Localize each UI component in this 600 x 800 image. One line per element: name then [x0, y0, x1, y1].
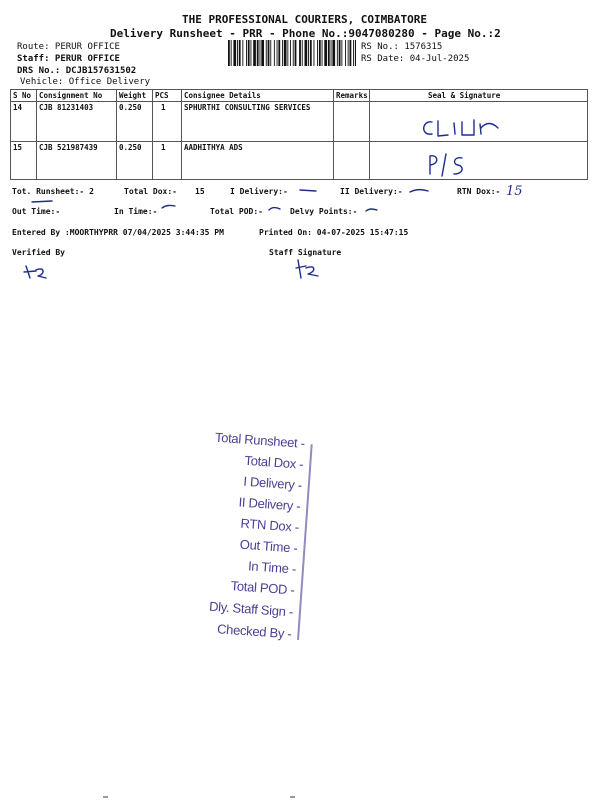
total-runsheet: Tot. Runsheet:- 2 [12, 187, 94, 196]
cell-pcs: 1 [153, 142, 182, 180]
handwritten-dash [267, 205, 283, 213]
col-weight: Weight [117, 90, 153, 102]
out-time-label: Out Time:- [12, 207, 61, 216]
stamp-line: In Time - [247, 558, 297, 577]
entered-by: Entered By :MOORTHYPRR 07/04/2025 3:44:35 PM [12, 228, 224, 237]
vehicle-label: Vehicle: Office Delivery [20, 77, 151, 87]
cell-remarks [334, 142, 370, 180]
ii-delivery-label: II Delivery:- [340, 187, 403, 196]
printed-on: Printed On: 04-07-2025 15:47:15 [259, 228, 409, 237]
drs-number: DRS No.: DCJB157631502 [17, 66, 137, 76]
verified-by-label: Verified By [12, 248, 65, 257]
rtn-dox-value: 15 [506, 184, 523, 199]
staff-signature-label: Staff Signature [269, 248, 342, 257]
stamp-line: II Delivery - [238, 494, 301, 514]
handwritten-signature-row14 [418, 114, 508, 142]
rtn-dox-label: RTN Dox:- [457, 187, 501, 196]
handwritten-initials-staff [292, 258, 326, 282]
delvy-points-label: Delvy Points:- [290, 207, 358, 216]
stamp-line: Total Runsheet - [214, 429, 306, 451]
stamp-border [297, 444, 313, 640]
barcode [228, 40, 356, 66]
handwritten-dash [160, 203, 178, 211]
cell-consignee: AADHITHYA ADS [182, 142, 334, 180]
staff-label: Staff: PERUR OFFICE [17, 54, 120, 64]
cell-sno: 14 [11, 102, 37, 142]
stamp-line: Dly. Staff Sign - [208, 598, 294, 620]
handwritten-dash [364, 206, 380, 214]
scan-speck [290, 796, 295, 798]
cell-consignment: CJB 521987439 [37, 142, 117, 180]
col-sno: S No [11, 90, 37, 102]
total-pod-label: Total POD:- [210, 207, 263, 216]
handwritten-dash [408, 187, 430, 195]
handwritten-signature-row15 [420, 150, 480, 178]
stamp-line: I Delivery - [242, 473, 303, 493]
cell-weight: 0.250 [117, 102, 153, 142]
runsheet-title: Delivery Runsheet - PRR - Phone No.:9047080280 - Page No.:2 [110, 27, 501, 40]
stamp-line: Total POD - [230, 578, 296, 598]
col-seal-signature: Seal & Signature [370, 90, 588, 102]
office-stamp [179, 428, 313, 648]
cell-pcs: 1 [153, 102, 182, 142]
total-dox-value: 15 [195, 187, 205, 196]
col-remarks: Remarks [334, 90, 370, 102]
cell-consignee: SPHURTHI CONSULTING SERVICES [182, 102, 334, 142]
stamp-line: RTN Dox - [240, 515, 300, 535]
route-label: Route: PERUR OFFICE [17, 42, 120, 52]
table-row [11, 142, 588, 180]
stamp-line: Out Time - [239, 536, 298, 556]
col-consignment: Consignment No [37, 90, 117, 102]
handwritten-dash [30, 198, 56, 206]
rs-date: RS Date: 04-Jul-2025 [361, 54, 470, 64]
company-name: THE PROFESSIONAL COURIERS, COIMBATORE [182, 13, 428, 26]
stamp-line: Total Dox - [244, 452, 304, 472]
rs-number: RS No.: 1576315 [361, 42, 443, 52]
total-dox-label: Total Dox:- [124, 187, 177, 196]
cell-remarks [334, 102, 370, 142]
in-time-label: In Time:- [114, 207, 158, 216]
stamp-line: Checked By - [216, 621, 292, 642]
i-delivery-label: I Delivery:- [230, 187, 288, 196]
scan-speck [103, 796, 108, 798]
col-consignee: Consignee Details [182, 90, 334, 102]
handwritten-initials-verified [20, 262, 50, 282]
cell-consignment: CJB 81231403 [37, 102, 117, 142]
handwritten-dash [298, 186, 320, 194]
col-pcs: PCS [153, 90, 182, 102]
table-header-row [11, 90, 588, 102]
cell-sno: 15 [11, 142, 37, 180]
cell-weight: 0.250 [117, 142, 153, 180]
